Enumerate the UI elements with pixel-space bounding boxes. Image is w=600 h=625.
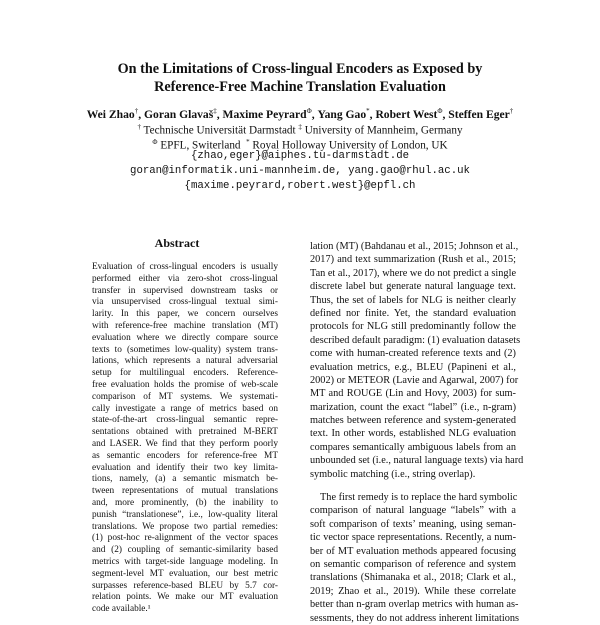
text-line: cally investigate a range of metrics based on: [92, 403, 278, 414]
author-mark: Φ: [437, 107, 443, 115]
text-line: tions, namely, (a) a semantic mismatch be-: [92, 474, 278, 485]
email-line: {maxime.peyrard,robert.west}@epfl.ch: [184, 180, 416, 192]
text-line: transfer in supervised downstream tasks or: [92, 285, 278, 296]
text-line: Evaluation of cross-lingual encoders is usually: [92, 262, 278, 272]
affiliation: Technische Universität Darmstadt: [143, 124, 296, 137]
text-line: protocols for NLG still predominantly follow the: [310, 321, 516, 333]
text-line: sessments, they do not address inherent limitations: [310, 612, 520, 624]
text-line: 2017) and text summarization (Rush et al., 2015;: [310, 254, 516, 266]
text-line: performed either via zero-shot cross-lingual: [92, 273, 278, 284]
text-line: Tan et al., 2017), where we do not predict a single: [310, 267, 517, 279]
text-line: translations. We propose two partial remedies:: [92, 521, 278, 532]
text-line: defined nor finite. Yet, the standard evaluation: [310, 307, 516, 319]
text-line: tween representations of mutual translations: [92, 486, 278, 497]
text-line: tic vector space representations. Recently, a num-: [310, 532, 516, 544]
author: Goran Glavaš: [144, 107, 214, 121]
text-line: marization, count the exact “label” (i.e., n-gram): [310, 401, 516, 413]
text-line: and LASER. We find that they perform poorly: [92, 438, 278, 449]
paragraph-gap: [310, 481, 516, 491]
abstract-heading: Abstract: [154, 236, 200, 250]
text-line: evaluation where we directly compare source: [92, 332, 278, 343]
author: Maxime Peyrard: [222, 107, 307, 121]
author: Wei Zhao: [86, 107, 135, 121]
text-line: larity. In this paper, we concern ourselves: [92, 309, 278, 320]
text-line: The first remedy is to replace the hard symbolic: [320, 492, 518, 504]
text-line: and (2) coupling of semantic-similarity based: [92, 545, 278, 556]
affiliation: University of Mannheim, Germany: [304, 124, 463, 137]
text-line: as semantic encoders for reference-free MT: [92, 450, 278, 461]
affiliation: EPFL, Switerland: [160, 139, 241, 152]
text-line: comparison of natural language “labels” with a: [310, 505, 516, 517]
text-line: text. In other words, established NLG evaluation: [310, 428, 516, 440]
text-line: ber of MT evaluation methods appeared focusing: [310, 545, 516, 557]
text-line: surpasses reference-based BLEU by 5.7 cor-: [92, 580, 278, 591]
text-line: 2002) or METEOR (Lavie and Agarwal, 2007) for: [310, 374, 519, 386]
text-line: setup for multilingual encoders. Reference-: [92, 368, 278, 379]
text-line: via unsupervised cross-lingual textual simi-: [92, 297, 278, 308]
text-line: punish “translationese”, i.e., low-quality literal: [92, 509, 278, 520]
text-line: symbolic matching (i.e., string overlap).: [310, 468, 476, 480]
author-mark: †: [509, 107, 514, 115]
affiliation-mark: †: [137, 123, 141, 131]
title-line: Reference-Free Machine Translation Evaluation: [154, 79, 446, 95]
text-line: come with human-created reference texts and (2): [310, 348, 516, 360]
text-line: segment-level MT evaluation, our best metric: [92, 568, 278, 579]
text-line: texts to (sometimes low-quality) system trans-: [92, 344, 278, 355]
author-list: Wei Zhao†, Goran Glavaš‡, Maxime Peyrard$^\Phi$, Yang Gao*, Robert West$^\Phi$, Steffen Eger†: [86, 107, 514, 121]
text-line: compares semantically ambiguous labels from an: [310, 441, 516, 453]
email-line: goran@informatik.uni-mannheim.de, yang.gao@rhul.ac.uk: [130, 165, 470, 177]
text-line: free evaluation holds the promise of web-scale: [92, 379, 278, 390]
text-line: translations (Shimanaka et al., 2018; Clark et al.,: [310, 572, 516, 584]
text-line: Thus, the set of labels for NLG is neither clearly: [310, 294, 516, 306]
title-line: On the Limitations of Cross-lingual Encoders as Exposed by: [117, 61, 483, 77]
affiliation-mark: ‡: [298, 123, 302, 131]
author: Yang Gao: [317, 107, 367, 121]
text-line: with reference-free machine translation (MT): [92, 320, 278, 331]
text-line: better than n-gram overlap metrics with human as-: [310, 599, 519, 611]
text-line: lation (MT) (Bahdanau et al., 2015; Johnson et al.,: [310, 241, 519, 252]
text-line: code available.¹: [92, 604, 151, 615]
text-line: evaluation and identify their two key limita-: [92, 462, 278, 473]
text-line: state-of-the-art cross-lingual semantic repre-: [92, 415, 278, 426]
affiliation-mark: *: [246, 138, 250, 146]
text-line: discrete label but generate natural language text.: [310, 281, 516, 293]
text-line: on semantic comparison of reference and system: [310, 558, 516, 570]
text-line: (1) post-hoc re-alignment of the vector spaces: [92, 533, 278, 544]
text-line: soft comparison of texts’ meaning, using seman-: [310, 518, 516, 530]
text-line: described default paradigm: (1) evaluation datasets: [310, 334, 521, 346]
text-line: and, more prominently, (b) the inability to: [92, 497, 278, 508]
abstract-body: [92, 262, 278, 616]
text-line: lations, which represents a natural adversarial: [92, 356, 278, 367]
text-line: MT and ROUGE (Lin and Hovy, 2003) for sum-: [310, 388, 516, 400]
text-line: sentations obtained with pretrained M-BERT: [92, 427, 278, 438]
body-column: [310, 240, 524, 625]
paper-title: [0, 60, 600, 96]
text-line: matches between reference and system-generated: [310, 415, 516, 427]
text-line: evaluation metrics, e.g., BLEU (Papineni et al.,: [310, 361, 516, 373]
text-line: 2019; Zhao et al., 2019). While these correlate: [310, 585, 516, 597]
author: Steffen Eger: [448, 107, 510, 121]
author-mark: *: [366, 107, 370, 115]
affiliation-mark: Φ: [152, 138, 158, 146]
author: Robert West: [375, 107, 438, 121]
text-line: unbounded set (i.e., natural language texts) via hard: [310, 455, 524, 467]
email-line: {zhao,eger}@aiphes.tu-darmstadt.de: [190, 150, 410, 162]
text-line: relation points. We make our MT evaluation: [92, 592, 278, 603]
affiliation: Royal Holloway University of London, UK: [252, 139, 448, 152]
text-line: metrics with target-side language modeling. In: [92, 556, 278, 567]
author-mark: Φ: [306, 107, 312, 115]
text-line: comparison of MT systems. We systemati-: [92, 391, 278, 402]
author-mark: †: [134, 107, 139, 115]
author-mark: ‡: [213, 107, 217, 115]
